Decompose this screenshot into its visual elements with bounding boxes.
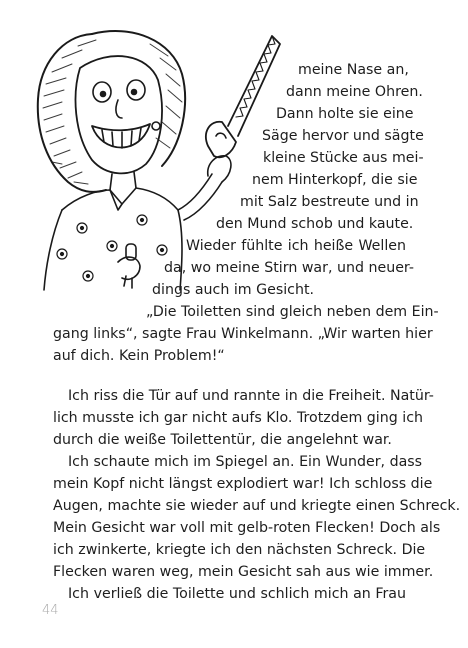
- text-line: den Mund schob und kaute.: [216, 216, 414, 232]
- text-line: lich musste ich gar nicht aufs Klo. Trotzdem ging ich: [53, 410, 423, 426]
- text-line: mein Kopf nicht längst explodiert war! Ich schloss die: [53, 476, 433, 492]
- text-line: gang links“, sagte Frau Winkelmann. „Wir warten hier: [53, 326, 433, 342]
- text-line: Ich verließ die Toilette und schlich mich an Frau: [68, 586, 406, 602]
- text-line: Flecken waren weg, mein Gesicht sah aus wie immer.: [53, 564, 434, 580]
- text-line: nem Hinterkopf, die sie: [252, 172, 418, 188]
- text-line: auf dich. Kein Problem!“: [53, 348, 225, 364]
- text-line: meine Nase an,: [298, 62, 409, 78]
- text-line: kleine Stücke aus mei-: [263, 150, 424, 166]
- text-line: „Die Toiletten sind gleich neben dem Ein-: [146, 304, 439, 320]
- text-line: durch die weiße Toilettentür, die angelehnt war.: [53, 432, 392, 448]
- text-line: Ich schaute mich im Spiegel an. Ein Wunder, dass: [68, 454, 423, 470]
- text-line: mit Salz bestreute und in: [240, 194, 419, 210]
- text-line: Augen, machte sie wieder auf und kriegte einen Schreck.: [53, 498, 461, 514]
- text-line: dings auch im Gesicht.: [152, 282, 315, 298]
- text-line: Mein Gesicht war voll mit gelb-roten Flecken! Doch als: [53, 520, 441, 536]
- text-line: Ich riss die Tür auf und rannte in die Freiheit. Natür-: [68, 388, 434, 404]
- text-line: Wieder fühlte ich heiße Wellen: [186, 238, 406, 254]
- text-line: da, wo meine Stirn war, und neuer-: [164, 260, 414, 276]
- page-number: 44: [42, 603, 59, 618]
- text-line: Säge hervor und sägte: [262, 128, 424, 144]
- text-line: Dann holte sie eine: [276, 106, 414, 122]
- text-line: ich zwinkerte, kriegte ich den nächsten Schreck. Die: [53, 542, 426, 558]
- text-line: dann meine Ohren.: [286, 84, 423, 100]
